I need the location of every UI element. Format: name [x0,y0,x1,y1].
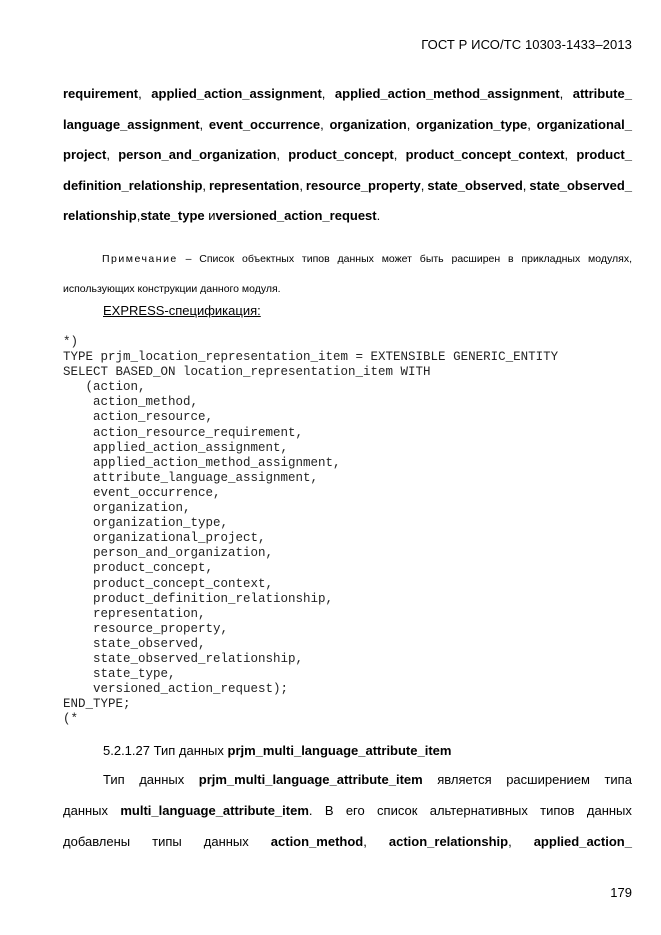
separator: , [420,178,425,193]
body-word: данных [586,803,632,818]
separator: , [136,208,141,223]
section-type-name: prjm_multi_language_attribute_item [227,743,452,758]
paragraph-word [118,147,280,163]
paragraph-word [335,86,563,102]
paragraph-word [63,86,142,102]
entity-name: product_concept_context [405,147,565,162]
paragraph-word [416,117,531,133]
code-line: representation, [63,606,206,621]
entity-name: resource_property [305,178,421,193]
entity-name: event_occurrence [208,117,321,132]
separator: , [202,178,207,193]
code-line: organization, [63,501,191,516]
entity-name: language_assignment [63,117,200,132]
body-word: является [437,772,492,787]
separator: , [299,178,303,193]
paragraph-word [306,178,425,194]
code-line: END_TYPE; [63,697,131,712]
entity-name: state_observed_ [529,178,632,193]
separator: , [321,86,326,101]
paragraph-word [63,147,110,163]
body-word: данных [63,803,109,818]
code-line: organization_type, [63,516,229,531]
code-line: action_resource_requirement, [63,425,304,440]
note-text: – Список объектных типов данных может быть расширен в прикладных модулях, [177,253,632,265]
section-heading [103,743,451,758]
entity-name: relationship [63,208,137,223]
entity-name: organizational_ [536,117,632,132]
separator: . [376,208,381,223]
separator: и [204,208,216,223]
paragraph-word [151,86,325,102]
paragraph-word [329,117,410,133]
code-line: applied_action_assignment, [63,440,289,455]
paragraph-word [427,178,526,194]
paragraph-word [140,208,215,224]
code-line: attribute_language_assignment, [63,470,319,485]
express-spec-title: EXPRESS-спецификация: [103,303,261,318]
paragraph-line [63,147,632,163]
paragraph-word [529,178,632,194]
body-word: типы [152,834,182,849]
note-block [63,244,632,304]
body-word: добавлены [63,834,131,849]
code-line: TYPE prjm_location_representation_item = EXTENSIBLE GENERIC_ENTITY [63,350,559,365]
body-word: Тип [103,772,125,787]
code-line: state_type, [63,667,176,682]
entity-name: product_concept [288,147,394,162]
paragraph-word [63,117,203,133]
separator: , [406,117,411,132]
code-line: *) [63,335,79,349]
page-header: ГОСТ Р ИСО/ТС 10303-1433–2013 [421,37,632,52]
paragraph-word [537,117,632,133]
code-line: action_resource, [63,410,214,425]
note-line-1 [63,244,632,274]
paragraph-word [63,178,206,194]
entity-name: requirement [63,86,139,101]
separator: , [276,147,281,162]
section-number: 5.2.1.27 Тип данных [103,743,228,758]
body-word: его [345,803,365,818]
paragraph-word [573,86,632,102]
paragraph-word [288,147,397,163]
body-line [103,772,632,788]
code-line: versioned_action_request); [63,682,289,697]
code-line: action_method, [63,395,199,410]
code-line: product_concept, [63,561,214,576]
separator: , [199,117,204,132]
separator: , [138,86,142,101]
entity-name: representation [209,178,300,193]
body-word: action_relationship, [388,834,512,849]
separator: , [564,147,569,162]
entity-name: definition_relationship [63,178,203,193]
code-line: person_and_organization, [63,546,274,561]
page-number: 179 [610,885,632,900]
code-line: (* [63,712,79,727]
code-line: SELECT BASED_ON location_representation_item WITH [63,365,431,380]
body-word: типов [540,803,575,818]
separator: , [393,147,398,162]
entity-name: organization_type [416,117,528,132]
note-label: Примечание [102,253,178,265]
paragraph-word [406,147,569,163]
body-word: список [377,803,418,818]
entity-name: person_and_organization [118,147,277,162]
express-code-block [63,335,558,727]
body-word: данных [139,772,185,787]
entity-name: attribute_ [572,86,632,101]
separator: , [522,178,527,193]
entity-name: state_type [140,208,205,223]
separator: , [106,147,110,162]
code-line: organizational_project, [63,531,266,546]
paragraph-line [63,208,632,224]
paragraph-word [576,147,632,163]
separator: , [559,86,564,101]
paragraph-line [63,178,632,194]
code-line: product_definition_relationship, [63,591,334,606]
entity-name: versioned_action_request [215,208,377,223]
code-line: product_concept_context, [63,576,274,591]
body-word: action_method, [270,834,367,849]
entity-name: project [63,147,107,162]
body-word: applied_action_ [533,834,632,849]
body-word: multi_language_attribute_item. [120,803,313,818]
note-line-2: использующих конструкции данного модуля. [63,283,281,295]
body-word: данных [203,834,249,849]
code-line: resource_property, [63,621,229,636]
body-word: В [324,803,334,818]
paragraph-word [216,208,381,224]
code-line: event_occurrence, [63,485,221,500]
separator: , [320,117,324,132]
code-line: applied_action_method_assignment, [63,455,341,470]
entity-name: organization [329,117,407,132]
body-word: типа [604,772,632,787]
body-line [63,834,632,850]
entity-name: applied_action_method_assignment [334,86,560,101]
entity-name: product_ [576,147,632,162]
body-line [63,803,632,819]
entity-name: state_observed [427,178,523,193]
code-line: state_observed, [63,636,206,651]
body-word: prjm_multi_language_attribute_item [198,772,423,787]
body-word: альтернативных [429,803,528,818]
entity-name: applied_action_assignment [151,86,322,101]
paragraph-word [209,178,303,194]
code-line: state_observed_relationship, [63,651,304,666]
paragraph-word [209,117,324,133]
paragraph-word [63,208,140,224]
code-line: (action, [63,380,146,395]
separator: , [527,117,531,132]
body-word: расширением [506,772,590,787]
paragraph-line [63,86,632,102]
paragraph-line [63,117,632,133]
